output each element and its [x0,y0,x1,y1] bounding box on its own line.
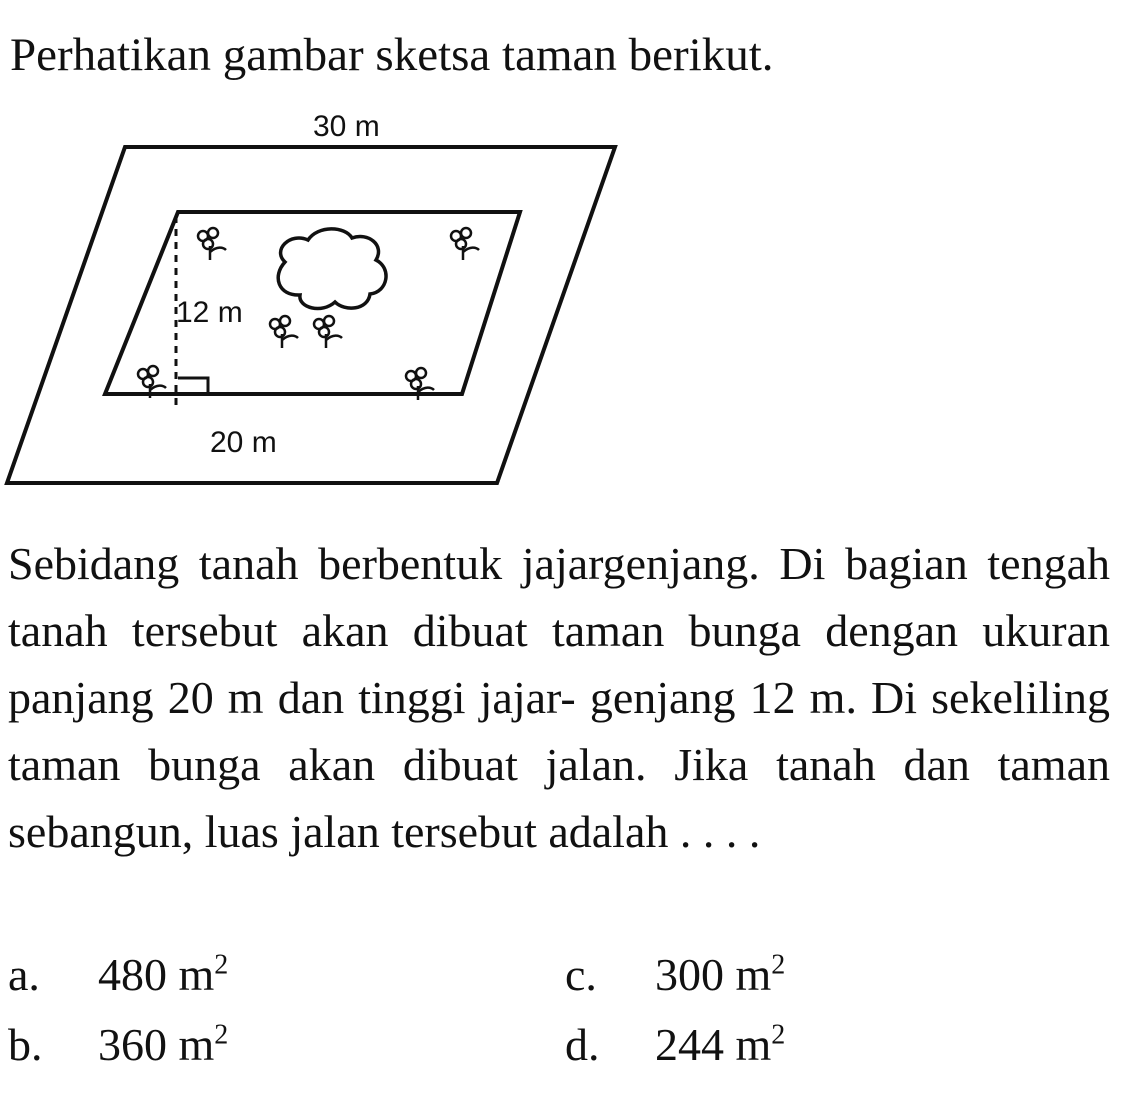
option-letter: c. [565,949,597,1000]
right-angle-marker [178,378,208,394]
option-c[interactable] [565,948,785,1001]
option-value: 360 m [98,1019,215,1070]
option-letter: a. [8,949,40,1000]
flower-icon [314,316,342,348]
problem-intro: Perhatikan gambar sketsa taman berikut. [10,29,774,81]
option-value: 300 m [655,949,772,1000]
option-exponent: 2 [214,1019,229,1051]
option-value: 244 m [655,1019,772,1070]
flower-icon [270,316,298,348]
outer-land-parallelogram [7,147,615,483]
label-30m: 30 m [313,110,380,143]
label-20m: 20 m [210,426,277,459]
pond-shape [278,229,386,309]
flower-icon [451,228,479,260]
option-value: 480 m [98,949,215,1000]
flower-icon [198,228,226,260]
label-12m: 12 m [176,296,243,329]
option-d[interactable] [565,1018,785,1071]
option-letter: b. [8,1019,43,1070]
option-b[interactable] [8,1018,228,1071]
option-letter: d. [565,1019,600,1070]
option-exponent: 2 [214,949,229,981]
garden-sketch-figure [0,0,1133,520]
option-exponent: 2 [771,1019,786,1051]
option-exponent: 2 [771,949,786,981]
problem-statement: Sebidang tanah berbentuk jajargenjang. Di bagian tengah tanah tersebut akan dibuat taman bunga dengan ukuran panjang 20 m dan tinggi jajar- genjang 12 m. Di sekeliling taman bunga akan dibuat jalan. Jika tanah dan taman sebangun, luas jalan tersebut adalah . . . . [8,538,1110,857]
option-a[interactable] [8,948,228,1001]
